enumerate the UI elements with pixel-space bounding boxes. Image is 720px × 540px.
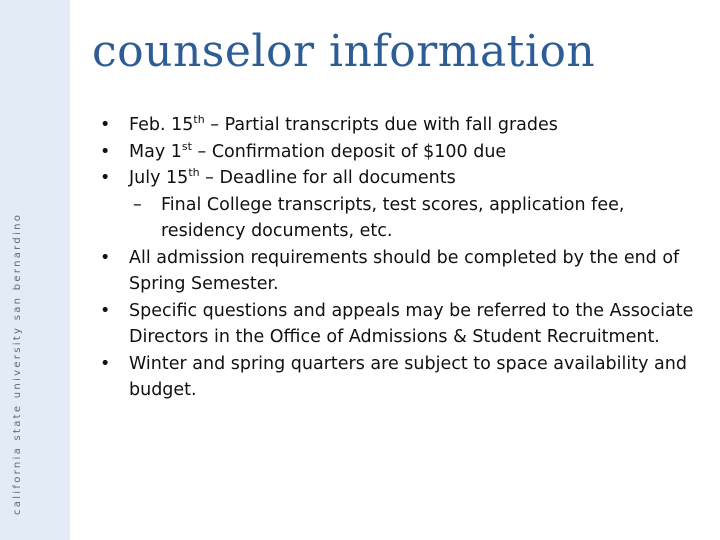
- bullet-text: – Partial transcripts due with fall grades: [204, 115, 558, 135]
- bullet-marker: •: [100, 168, 111, 188]
- bullet-marker: •: [100, 353, 111, 374]
- sub-bullet-text: Final College transcripts, test scores, application fee, residency documents, etc.: [161, 194, 625, 241]
- bullet-date: Feb. 15: [129, 115, 194, 135]
- slide-title: counselor information: [92, 26, 596, 77]
- bullet-marker: •: [100, 300, 111, 321]
- bullet-marker: •: [100, 247, 111, 268]
- bullet-date: July 15: [129, 168, 189, 188]
- bullet-text: Specific questions and appeals may be referred to the Associate Directors in the Office of Admissions & Student Recruitment.: [129, 300, 694, 347]
- slide-content: [100, 112, 700, 404]
- bullet-item-may: [100, 139, 700, 166]
- bullet-text: All admission requirements should be completed by the end of Spring Semester.: [129, 247, 680, 294]
- bullet-date: May 1: [129, 141, 182, 162]
- bullet-marker: •: [100, 141, 111, 162]
- bullet-text: – Deadline for all documents: [199, 168, 456, 188]
- bullet-marker: •: [100, 115, 111, 135]
- bullet-item-feb: [100, 112, 700, 139]
- sidebar-band: [0, 0, 70, 540]
- bullet-text: – Confirmation deposit of $100 due: [191, 141, 507, 162]
- sub-bullet-marker: –: [133, 194, 142, 215]
- bullet-item-questions: [100, 298, 700, 351]
- bullet-date-suffix: st: [181, 139, 192, 153]
- sub-bullet-documents: [100, 192, 700, 245]
- bullet-date-suffix: th: [188, 166, 200, 180]
- bullet-item-requirements: [100, 245, 700, 298]
- university-vertical-text: california state university san bernardino: [12, 212, 23, 515]
- bullet-item-quarters: [100, 351, 700, 404]
- bullet-text: Winter and spring quarters are subject to space availability and budget.: [129, 353, 687, 400]
- bullet-date-suffix: th: [193, 113, 205, 127]
- bullet-item-july: [100, 165, 700, 192]
